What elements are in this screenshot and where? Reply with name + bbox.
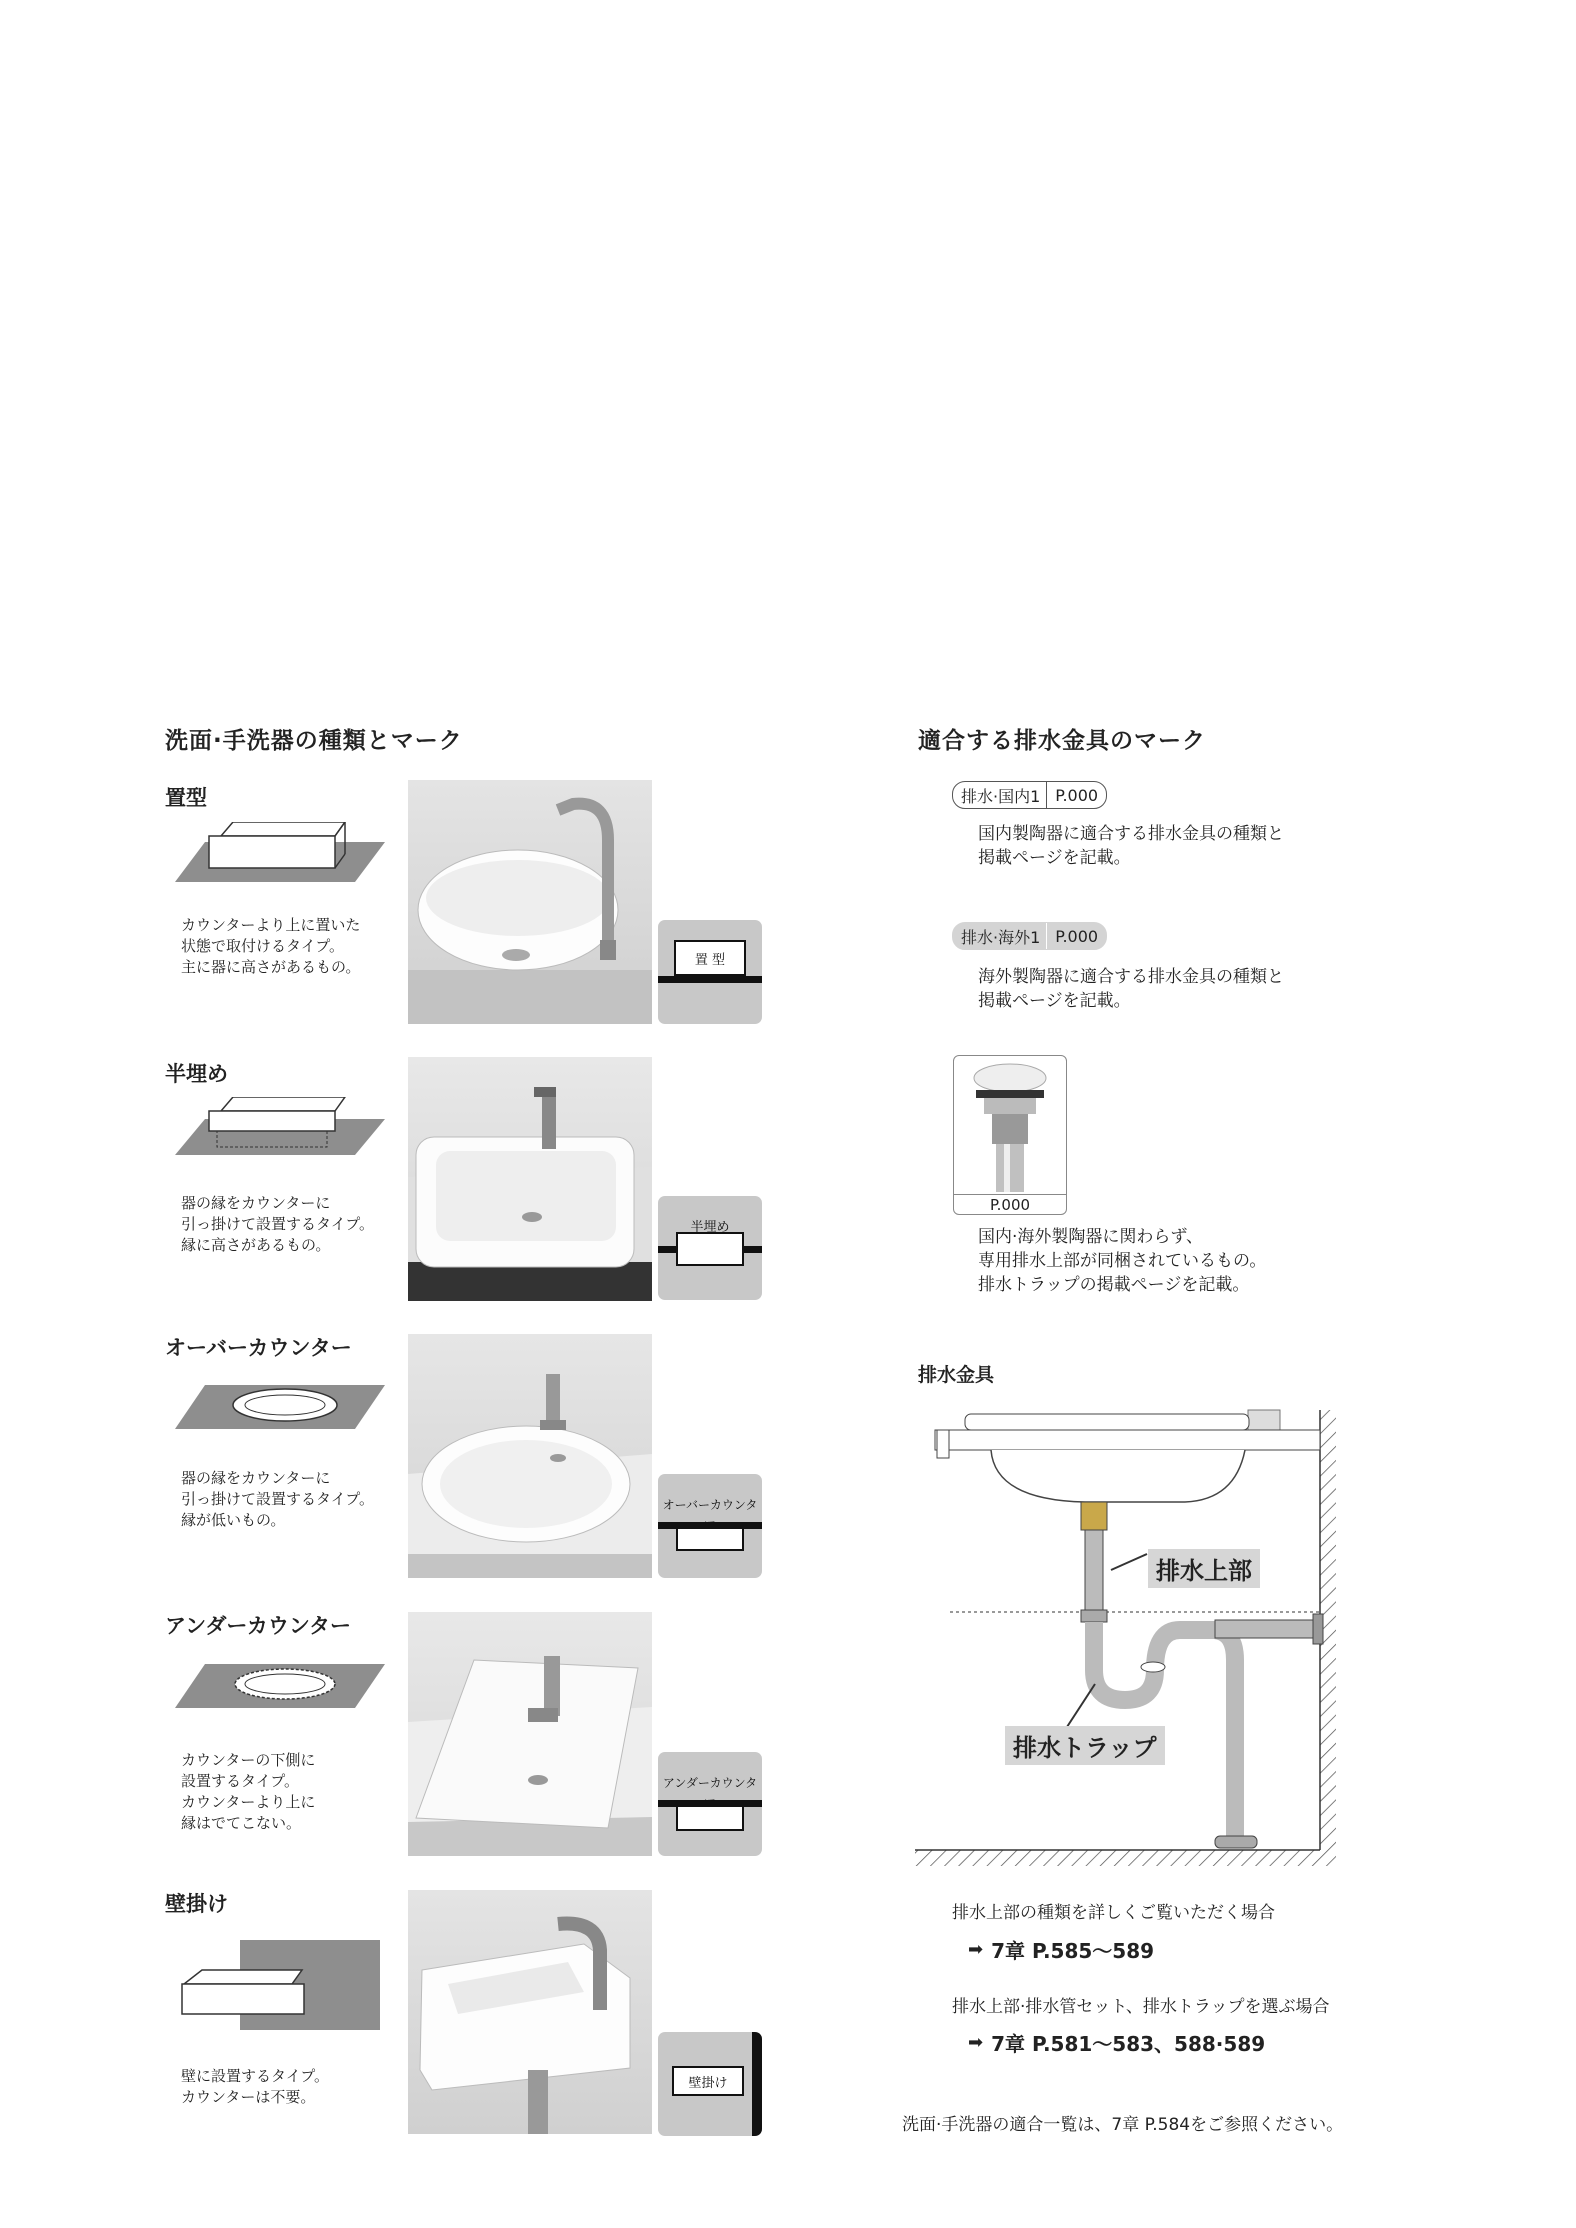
- type-desc: 壁に設置するタイプ。 カウンターは不要。: [181, 2067, 330, 2106]
- mark-wall: [658, 2032, 762, 2136]
- type-name: アンダーカウンター: [165, 1614, 352, 1638]
- counter-diagram-oki: [175, 822, 385, 898]
- badge-overseas-label: 排水·海外1: [953, 923, 1047, 949]
- counter-diagram-over: [175, 1375, 385, 1445]
- type-name: 半埋め: [165, 1062, 228, 1086]
- drain-product-image: [954, 1056, 1066, 1194]
- reference-2-link[interactable]: [968, 2028, 1265, 2057]
- drain-product-page: P.000: [954, 1194, 1066, 1215]
- product-photo-over: [408, 1334, 652, 1578]
- product-photo-wall: [408, 1890, 652, 2134]
- drain-product-card: [953, 1055, 1067, 1215]
- reference-2-text: 排水上部·排水管セット、排水トラップを選ぶ場合: [952, 1997, 1330, 2017]
- counter-diagram-under: [175, 1652, 385, 1722]
- mark-over: [658, 1474, 762, 1578]
- product-photo-under: [408, 1612, 652, 1856]
- type-name: 置型: [165, 786, 207, 810]
- badge-domestic-label: 排水·国内1: [953, 782, 1047, 808]
- badge-domestic-desc: 国内製陶器に適合する排水金具の種類と 掲載ページを記載。: [978, 824, 1284, 868]
- drain-product-desc: 国内·海外製陶器に関わらず、 専用排水上部が同梱されているもの。 排水トラップの掲載ページを記載。: [978, 1227, 1267, 1295]
- product-photo-oki: [408, 780, 652, 1024]
- counter-diagram-wall: [180, 1940, 380, 2032]
- mark-label: 置 型: [694, 953, 726, 968]
- mark-label: 壁掛け: [688, 2076, 728, 2091]
- counter-diagram-hanume: [175, 1097, 385, 1167]
- badge-overseas-page: P.000: [1055, 926, 1099, 946]
- type-desc: カウンターより上に置いた 状態で取付けるタイプ。 主に器に高さがあるもの。: [181, 916, 361, 976]
- badge-domestic-page: P.000: [1055, 785, 1099, 805]
- arrow-right-icon: ➡: [968, 1939, 984, 1960]
- callout-drain-trap: 排水トラップ: [1005, 1726, 1165, 1765]
- mark-label: アンダーカウンター: [662, 1776, 758, 1807]
- badge-domestic: [952, 781, 1107, 809]
- badge-overseas-desc: 海外製陶器に適合する排水金具の種類と 掲載ページを記載。: [978, 967, 1284, 1011]
- product-photo-hanume: [408, 1057, 652, 1301]
- left-section-title: 洗面·手洗器の種類とマーク: [165, 728, 463, 754]
- right-section-title: 適合する排水金具のマーク: [918, 728, 1206, 754]
- reference-1-text: 排水上部の種類を詳しくご覧いただく場合: [952, 1903, 1275, 1923]
- mark-hanume: [658, 1196, 762, 1300]
- type-name: 壁掛け: [165, 1892, 228, 1916]
- type-desc: 器の縁をカウンターに 引っ掛けて設置するタイプ。 縁に高さがあるもの。: [181, 1194, 375, 1254]
- type-name: オーバーカウンター: [165, 1336, 352, 1360]
- reference-1-pages: 7章 P.585〜589: [991, 1939, 1155, 1963]
- mark-oki: [658, 920, 762, 1024]
- badge-overseas: [952, 922, 1107, 950]
- reference-1-link[interactable]: [968, 1935, 1154, 1964]
- mark-label: 半埋め: [690, 1220, 730, 1235]
- mark-under: [658, 1752, 762, 1856]
- footer-note: 洗面·手洗器の適合一覧は、7章 P.584をご参照ください。: [902, 2115, 1344, 2135]
- callout-drain-upper: 排水上部: [1148, 1549, 1260, 1588]
- drain-diagram-title: 排水金具: [918, 1364, 995, 1386]
- type-desc: 器の縁をカウンターに 引っ掛けて設置するタイプ。 縁が低いもの。: [181, 1469, 375, 1529]
- arrow-right-icon: ➡: [968, 2032, 984, 2053]
- drain-diagram: [915, 1400, 1345, 1880]
- reference-2-pages: 7章 P.581〜583、588·589: [991, 2032, 1266, 2056]
- mark-label: オーバーカウンター: [662, 1498, 758, 1529]
- type-desc: カウンターの下側に 設置するタイプ。 カウンターより上に 縁はでてこない。: [181, 1751, 316, 1832]
